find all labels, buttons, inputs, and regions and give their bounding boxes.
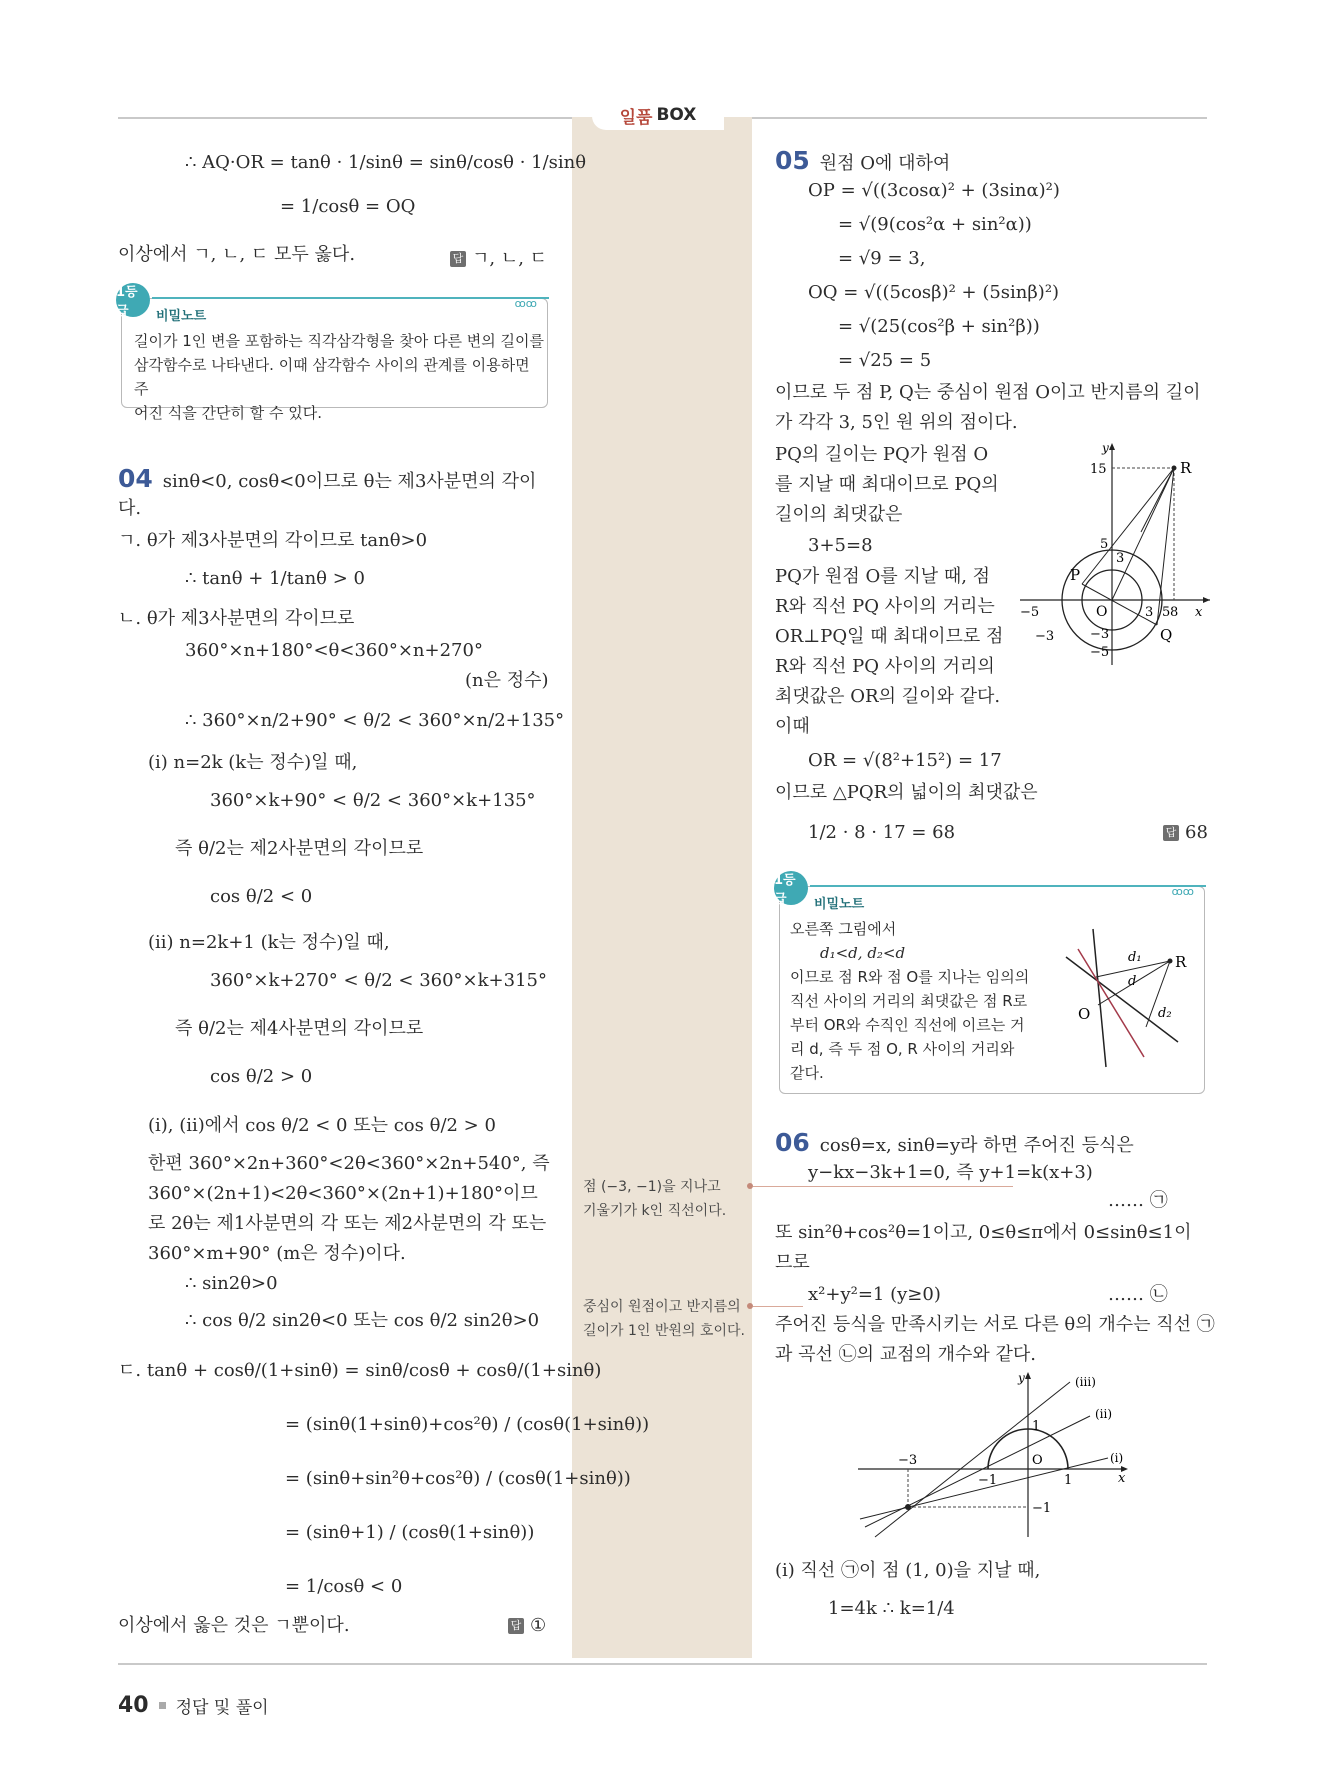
text-line: R와 직선 PQ 사이의 거리는 xyxy=(775,596,995,617)
text-line: cosθ=x, sinθ=y라 하면 주어진 등식은 xyxy=(819,1135,1134,1156)
note-bar xyxy=(152,297,549,299)
svg-text:R: R xyxy=(1175,953,1187,971)
page-number: 40 xyxy=(118,1693,149,1718)
text-line: R와 직선 PQ 사이의 거리의 xyxy=(775,656,995,677)
text-line: 원점 O에 대하여 xyxy=(819,153,951,174)
side-note-text: 점 (−3, −1)을 지나고 xyxy=(583,1179,721,1195)
eq-line: OR = √(8²+15²) = 17 xyxy=(808,750,1002,771)
svg-text:5: 5 xyxy=(1162,605,1171,620)
eq-line: x²+y²=1 (y≥0) xyxy=(808,1284,941,1305)
svg-text:d₁: d₁ xyxy=(1128,950,1142,965)
svg-text:3: 3 xyxy=(1145,605,1154,620)
svg-text:d: d xyxy=(1128,974,1137,989)
note-text: 같다. xyxy=(790,1064,824,1082)
text-line: PQ가 원점 O를 지날 때, 점 xyxy=(775,566,991,587)
text-line: ㄱ. θ가 제3사분면의 각이므로 tanθ>0 xyxy=(118,530,428,551)
text-line: 360°×(2n+1)<2θ<360°×(2n+1)+180°이므 xyxy=(148,1183,538,1204)
box-label: BOX xyxy=(656,105,697,125)
line-label: (i) xyxy=(1110,1451,1124,1465)
side-note-text: 중심이 원점이고 반지름의 xyxy=(583,1299,741,1315)
svg-text:Q: Q xyxy=(1160,626,1173,644)
eq-line: ∴ tanθ + 1/tanθ > 0 xyxy=(185,568,365,589)
note-title: 비밀노트 xyxy=(156,309,207,324)
eq-line: 360°×k+90° < θ/2 < 360°×k+135° xyxy=(210,790,536,811)
eq-line: = (sinθ+sin²θ+cos²θ) / (cosθ(1+sinθ)) xyxy=(285,1468,631,1489)
level-badge: 1등급 xyxy=(774,871,808,905)
note-text: 리 d, 즉 두 점 O, R 사이의 거리와 xyxy=(790,1040,1015,1058)
answer-05 xyxy=(1163,822,1208,843)
line-label: (iii) xyxy=(1075,1375,1096,1389)
text-line: 이상에서 ㄱ, ㄴ, ㄷ 모두 옳다. xyxy=(118,244,356,265)
problem-number: 05 xyxy=(775,146,810,175)
eq-line: cos θ/2 > 0 xyxy=(210,1066,313,1087)
svg-text:−3: −3 xyxy=(898,1453,918,1468)
section-title: 정답 및 풀이 xyxy=(175,1698,269,1718)
svg-text:R: R xyxy=(1180,459,1192,477)
eq-line: 1/2 · 8 · 17 = 68 xyxy=(808,822,956,843)
eq-line: = 1/cosθ = OQ xyxy=(280,196,416,217)
answer-04 xyxy=(508,1615,546,1636)
rings-icon: ꝏꝏ xyxy=(514,297,537,310)
svg-text:1: 1 xyxy=(1032,1419,1041,1434)
side-note-text: 길이가 1인 반원의 호이다. xyxy=(583,1323,745,1339)
answer-icon: 답 xyxy=(508,1618,524,1634)
eq-line: ∴ cos θ/2 sin2θ<0 또는 cos θ/2 sin2θ>0 xyxy=(185,1310,540,1331)
svg-text:15: 15 xyxy=(1090,462,1107,477)
eq-line: 360°×n+180°<θ<360°×n+270° xyxy=(185,640,483,661)
answer-value: 68 xyxy=(1185,822,1208,843)
eq-line: OQ = √((5cosβ)² + (5sinβ)²) xyxy=(808,282,1060,303)
svg-text:x: x xyxy=(1118,1471,1126,1486)
eq-line: cos θ/2 < 0 xyxy=(210,886,313,907)
answer-03 xyxy=(450,244,547,270)
text-line: 즉 θ/2는 제4사분면의 각이므로 xyxy=(175,1018,424,1039)
answer-icon: 답 xyxy=(450,251,466,267)
text-line: (ii) n=2k+1 (k는 정수)일 때, xyxy=(148,932,390,953)
svg-text:3: 3 xyxy=(1116,551,1125,566)
text-line: 또 sin²θ+cos²θ=1이고, 0≤θ≤π에서 0≤sinθ≤1이 xyxy=(775,1222,1192,1243)
problem-05-heading xyxy=(775,146,950,176)
text-line: PQ의 길이는 PQ가 원점 O xyxy=(775,444,989,465)
note-text: 삼각함수로 나타낸다. 이때 삼각함수 사이의 관계를 이용하면 주 xyxy=(134,356,530,398)
eq-line: = √9 = 3, xyxy=(838,248,926,269)
svg-text:x: x xyxy=(1195,605,1203,620)
line-label: (ii) xyxy=(1095,1407,1113,1421)
bullet-icon xyxy=(159,1702,166,1709)
eq-line: = 1/cosθ < 0 xyxy=(285,1576,403,1597)
box-label-red: 일품 xyxy=(619,107,653,128)
answer-icon: 답 xyxy=(1163,825,1179,841)
semicircle-figure xyxy=(850,1372,1140,1542)
svg-text:1: 1 xyxy=(1064,1473,1073,1488)
text-line: 이므로 △PQR의 넓이의 최댓값은 xyxy=(775,782,1038,803)
leader-line xyxy=(753,1306,803,1307)
svg-text:−5: −5 xyxy=(1090,645,1110,660)
text-line: (n은 정수) xyxy=(465,670,549,691)
text-line: 므로 xyxy=(775,1252,810,1273)
svg-text:−5: −5 xyxy=(1020,605,1040,620)
eq-line: = √25 = 5 xyxy=(838,350,932,371)
note-text: 길이가 1인 변을 포함하는 직각삼각형을 찾아 다른 변의 길이를 xyxy=(134,332,544,350)
svg-text:−1: −1 xyxy=(978,1473,998,1488)
footer-rule xyxy=(118,1663,1207,1665)
rings-icon: ꝏꝏ xyxy=(1171,885,1194,898)
text-line: 주어진 등식을 만족시키는 서로 다른 θ의 개수는 직선 ㉠ xyxy=(775,1314,1215,1335)
label-line: …… ㉠ xyxy=(1108,1190,1168,1211)
svg-text:P: P xyxy=(1070,566,1081,584)
text-line: 과 곡선 ㉡의 교점의 개수와 같다. xyxy=(775,1344,1036,1365)
text-line: sinθ<0, cosθ<0이므로 θ는 제3사분면의 각이 xyxy=(162,471,537,492)
eq-line: 3+5=8 xyxy=(808,535,873,556)
text-line: (i) n=2k (k는 정수)일 때, xyxy=(148,752,358,773)
svg-text:−1: −1 xyxy=(1032,1501,1052,1516)
problem-number: 04 xyxy=(118,464,153,493)
leader-line xyxy=(753,1186,1013,1187)
note-title: 비밀노트 xyxy=(814,897,865,912)
svg-text:−3: −3 xyxy=(1090,627,1110,642)
text-line: 한편 360°×2n+360°<2θ<360°×2n+540°, 즉 xyxy=(148,1153,550,1174)
text-line: 이므로 두 점 P, Q는 중심이 원점 O이고 반지름의 길이 xyxy=(775,382,1201,403)
eq-line: ㄷ. tanθ + cosθ/(1+sinθ) = sinθ/cosθ + cosθ/(1+sinθ) xyxy=(118,1360,602,1381)
problem-06-heading xyxy=(775,1128,1134,1158)
text-line: (i) 직선 ㉠이 점 (1, 0)을 지날 때, xyxy=(775,1560,1041,1581)
secret-note xyxy=(774,873,1205,1094)
eq-line: 360°×k+270° < θ/2 < 360°×k+315° xyxy=(210,970,547,991)
note-text: 어진 식을 간단히 할 수 있다. xyxy=(134,404,322,422)
eq-line: = √(25(cos²β + sin²β)) xyxy=(838,316,1040,337)
svg-text:y: y xyxy=(1102,441,1109,455)
text-line: (i), (ii)에서 cos θ/2 < 0 또는 cos θ/2 > 0 xyxy=(148,1115,496,1136)
secret-note xyxy=(116,285,548,422)
side-note-text: 기울기가 k인 직선이다. xyxy=(583,1203,727,1219)
text-line: OR⊥PQ일 때 최대이므로 점 xyxy=(775,626,1004,647)
text-line: 이때 xyxy=(775,716,810,737)
text-line: 최댓값은 OR의 길이와 같다. xyxy=(775,686,1001,707)
eq-line: = √(9(cos²α + sin²α)) xyxy=(838,214,1032,235)
note-text: 부터 OR와 수직인 직선에 이르는 거 xyxy=(790,1016,1025,1034)
side-note-line xyxy=(583,1175,726,1223)
svg-text:O: O xyxy=(1032,1453,1043,1468)
problem-04-heading xyxy=(118,464,536,494)
text-line: 360°×m+90° (m은 정수)이다. xyxy=(148,1243,406,1264)
answer-value: ㄱ, ㄴ, ㄷ xyxy=(472,248,548,269)
note-bar xyxy=(810,885,1206,887)
svg-text:O: O xyxy=(1078,1005,1091,1023)
level-badge: 1등급 xyxy=(116,283,150,317)
svg-text:d₂: d₂ xyxy=(1158,1006,1172,1021)
text-line: 즉 θ/2는 제2사분면의 각이므로 xyxy=(175,838,424,859)
distance-figure xyxy=(1048,917,1198,1087)
answer-value: ① xyxy=(530,1615,547,1636)
eq-line: ∴ 360°×n/2+90° < θ/2 < 360°×n/2+135° xyxy=(185,710,565,731)
problem-number: 06 xyxy=(775,1128,810,1157)
page-footer xyxy=(118,1693,269,1718)
svg-text:O: O xyxy=(1096,604,1108,620)
eq-line: = (sinθ+1) / (cosθ(1+sinθ)) xyxy=(285,1522,535,1543)
text-line: 다. xyxy=(118,498,142,519)
note-text: 이므로 점 R와 점 O를 지나는 임의의 xyxy=(790,968,1030,986)
svg-text:y: y xyxy=(1018,1372,1025,1385)
svg-text:−3: −3 xyxy=(1035,629,1055,644)
text-line: 길이의 최댓값은 xyxy=(775,504,903,525)
circles-figure xyxy=(1020,440,1210,670)
eq-line: ∴ AQ·OR = tanθ · 1/sinθ = sinθ/cosθ · 1/sinθ xyxy=(185,152,587,173)
note-text: 직선 사이의 거리의 최댓값은 점 R로 xyxy=(790,992,1028,1010)
side-note-semicircle xyxy=(583,1295,745,1343)
eq-line: 1=4k ∴ k=1/4 xyxy=(828,1598,955,1619)
eq-line: y−kx−3k+1=0, 즉 y+1=k(x+3) xyxy=(808,1162,1093,1183)
note-text: d₁<d, d₂<d xyxy=(820,944,906,962)
eq-line: ∴ sin2θ>0 xyxy=(185,1273,278,1294)
text-line: 가 각각 3, 5인 원 위의 점이다. xyxy=(775,412,1018,433)
box-tab xyxy=(592,100,724,130)
text-line: 로 2θ는 제1사분면의 각 또는 제2사분면의 각 또는 xyxy=(148,1213,547,1234)
text-line: 를 지날 때 최대이므로 PQ의 xyxy=(775,474,999,495)
label-line: …… ㉡ xyxy=(1108,1284,1168,1305)
eq-line: = (sinθ(1+sinθ)+cos²θ) / (cosθ(1+sinθ)) xyxy=(285,1414,650,1435)
note-text: 오른쪽 그림에서 xyxy=(790,920,897,938)
svg-text:5: 5 xyxy=(1100,537,1109,552)
eq-line: OP = √((3cosα)² + (3sinα)²) xyxy=(808,180,1060,201)
svg-text:8: 8 xyxy=(1170,605,1179,620)
text-line: 이상에서 옳은 것은 ㄱ뿐이다. xyxy=(118,1615,350,1636)
text-line: ㄴ. θ가 제3사분면의 각이므로 xyxy=(118,608,355,629)
